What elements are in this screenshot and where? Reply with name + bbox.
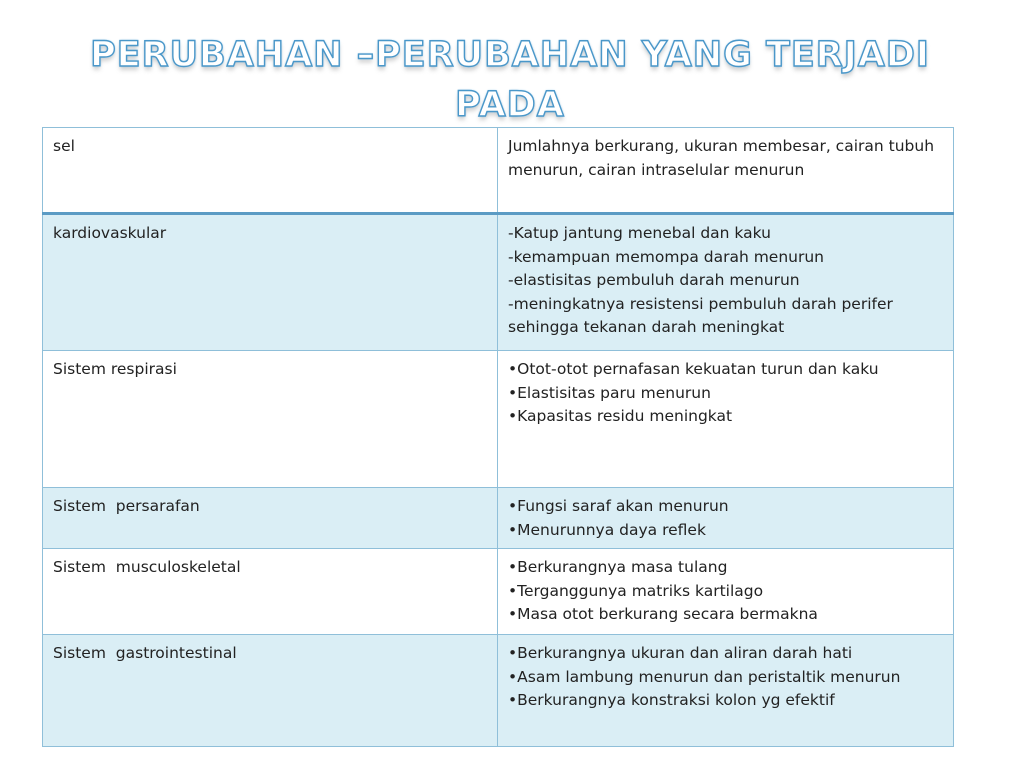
table-row xyxy=(43,214,954,351)
system-label: kardiovaskular xyxy=(53,224,167,242)
table-row xyxy=(43,351,954,488)
change-item: •Berkurangnya masa tulang xyxy=(508,558,728,576)
table-row xyxy=(43,549,954,635)
table-row xyxy=(43,635,954,747)
changes-cell xyxy=(498,351,954,488)
change-item: -kemampuan memompa darah menurun xyxy=(508,247,825,266)
system-label: Sistem persarafan xyxy=(53,497,200,515)
changes-cell xyxy=(498,214,954,351)
system-cell xyxy=(43,351,498,488)
change-item: -Katup jantung menebal dan kaku xyxy=(508,224,771,242)
change-item: •Kapasitas residu meningkat xyxy=(508,407,733,425)
table-row xyxy=(43,488,954,549)
changes-table xyxy=(42,127,954,747)
system-cell xyxy=(43,488,498,549)
change-item: •Terganggunya matriks kartilago xyxy=(508,581,764,600)
change-item: •Elastisitas paru menurun xyxy=(508,383,711,402)
change-item: -elastisitas pembuluh darah menurun xyxy=(508,271,800,289)
changes-cell xyxy=(498,128,954,214)
system-cell xyxy=(43,549,498,635)
system-label: Sistem respirasi xyxy=(53,360,177,378)
system-cell xyxy=(43,214,498,351)
change-item: •Menurunnya daya reflek xyxy=(508,520,706,539)
change-item: Jumlahnya berkurang, ukuran membesar, cairan tubuh menurun, cairan intraselular menurun xyxy=(508,137,935,179)
system-label: sel xyxy=(53,137,75,155)
system-label: Sistem gastrointestinal xyxy=(53,644,237,662)
changes-cell xyxy=(498,635,954,747)
table-row xyxy=(43,128,954,214)
change-item: •Berkurangnya konstraksi kolon yg efektif xyxy=(508,691,835,709)
change-item: •Otot-otot pernafasan kekuatan turun dan kaku xyxy=(508,360,879,378)
change-item: •Fungsi saraf akan menurun xyxy=(508,497,729,515)
change-item: -meningkatnya resistensi pembuluh darah perifer sehingga tekanan darah meningkat xyxy=(508,294,893,336)
slide-title-line-1: PERUBAHAN –PERUBAHAN YANG TERJADI PADA xyxy=(90,35,930,125)
change-item: •Asam lambung menurun dan peristaltik menurun xyxy=(508,667,901,686)
change-item: •Berkurangnya ukuran dan aliran darah hati xyxy=(508,644,853,662)
system-cell xyxy=(43,128,498,214)
system-cell xyxy=(43,635,498,747)
change-item: •Masa otot berkurang secara bermakna xyxy=(508,605,818,623)
system-label: Sistem musculoskeletal xyxy=(53,558,241,576)
changes-cell xyxy=(498,549,954,635)
changes-cell xyxy=(498,488,954,549)
